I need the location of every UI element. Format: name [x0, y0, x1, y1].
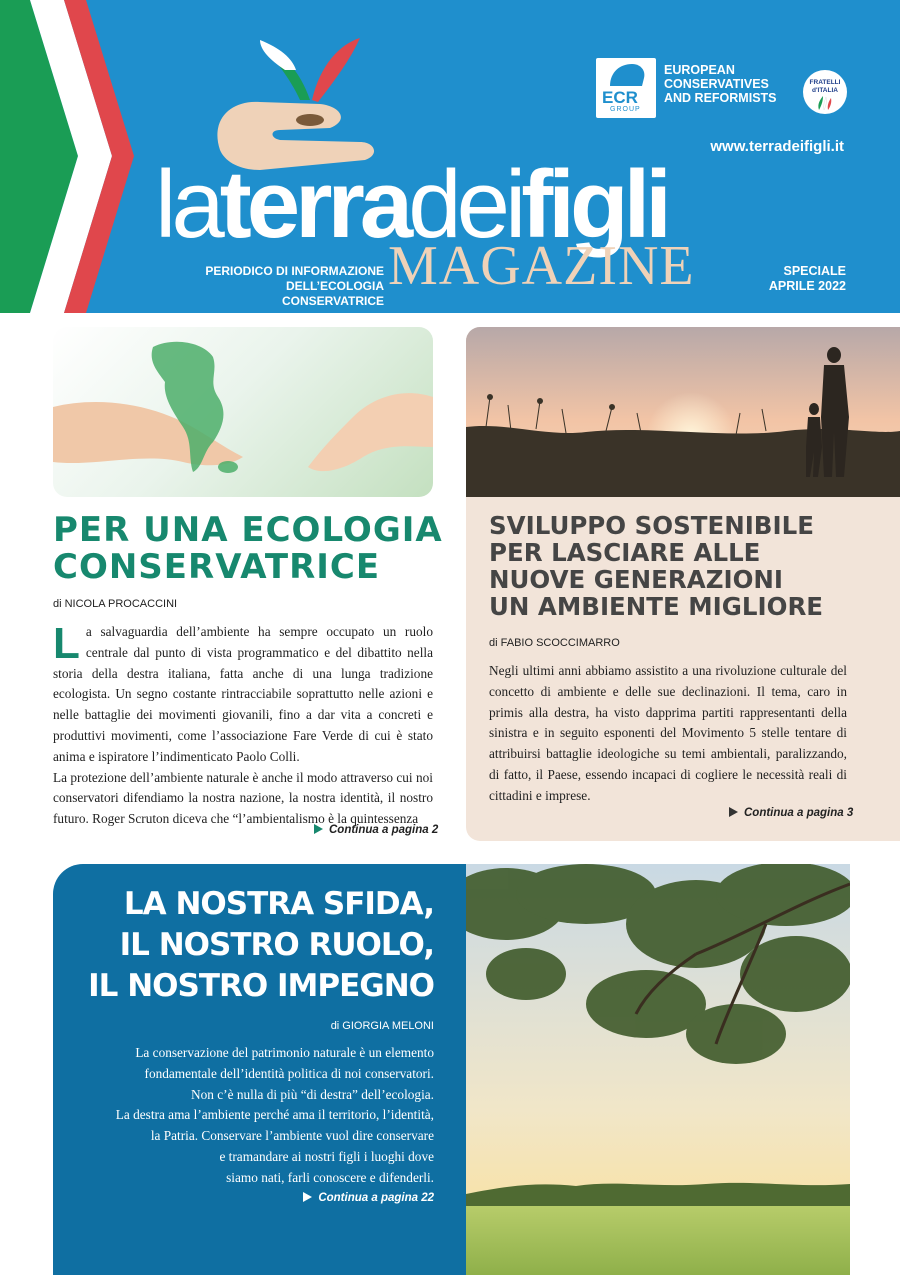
play-triangle-icon: [729, 807, 738, 817]
play-triangle-icon: [314, 824, 323, 834]
article2-headline: SVILUPPO SOSTENIBILE PER LASCIARE ALLE NUOVE GENERAZIONI UN AMBIENTE MIGLIORE: [489, 511, 824, 621]
article2-byline: di FABIO SCOCCIMARRO: [489, 637, 620, 649]
ecr-logo-text: ECR: [602, 88, 638, 107]
article1-continue-link[interactable]: Continua a pagina 2: [314, 824, 438, 836]
ecr-group-logo: [596, 58, 656, 118]
magazine-word: MAGAZINE: [388, 235, 695, 297]
article1-body: [53, 619, 433, 830]
article3-body: La conservazione del patrimonio naturale è un elemento fondamentale dell’identità politica di noi conservatori. Non c’è nulla di più “di destra” dell’ecologia. La destra ama l’ambiente perché ama il territorio, l’identità, la Patria. Conservare l’ambiente vuol dire conservare e tramandare ai nostri figli i luoghi dove siamo nati, farli conoscere e difenderli.: [115, 1045, 434, 1185]
article1-byline: di NICOLA PROCACCINI: [53, 598, 178, 610]
article1-headline: PER UNA ECOLOGIA CONSERVATRICE: [53, 510, 443, 587]
ecr-group-name: EUROPEAN CONSERVATIVES AND REFORMISTS: [664, 63, 777, 105]
periodico-subtitle: PERIODICO DI INFORMAZIONE DELL’ECOLOGIA CONSERVATRICE: [205, 264, 384, 308]
article1-paragraph-1: La salvaguardia dell’ambiente ha sempre occupato un ruolo centrale dal punto di vista programmatico e del dibattito nella storia della destra italiana, fatta anche di una lunga tradizione ecologista. Un segno costante rintracciabile soprattutto nelle azioni e nelle battaglie dei movimenti giovanili, fino a dar vita a concreti e produttivi movimenti, come l’associazione Fare Verde di cui è stato anima e ispiratore l’indimenticato Paolo Colli.: [53, 619, 433, 764]
issue-date: SPECIALE APRILE 2022: [768, 264, 846, 293]
play-triangle-icon: [303, 1192, 312, 1202]
article3-image-tree-meadow: [466, 864, 850, 1275]
italian-flag-chevron-icon: [0, 0, 140, 313]
tricolor-flame-icon: [815, 96, 835, 110]
article2-image-sunset-family: [466, 327, 900, 497]
ecr-lion-icon: [596, 58, 656, 88]
article3-continue-link[interactable]: Continua a pagina 22: [234, 1192, 434, 1204]
masthead-header: [0, 0, 900, 313]
article1-dropcap: L: [53, 619, 80, 668]
article1-image-hands-italy: [53, 327, 433, 497]
article2-continue-link[interactable]: Continua a pagina 3: [729, 807, 853, 819]
ecr-logo-sub: GROUP: [610, 106, 641, 113]
article3-byline: di GIORGIA MELONI: [330, 1020, 434, 1032]
fratelli-ditalia-logo: FRATELLI d'ITALIA: [803, 70, 847, 114]
article3-headline: LA NOSTRA SFIDA, IL NOSTRO RUOLO, IL NOSTRO IMPEGNO: [88, 886, 434, 1004]
article2-body: Negli ultimi anni abbiamo assistito a una rivoluzione culturale del concetto di ambiente e delle sue declinazioni. Il tema, caro in primis alla destra, ha visto dapprima partiti rappresentanti della sinistra e in seguito esponenti del Movimento 5 stelle tentare di attribuirsi battaglie ideologiche su temi ambientali, paralizzando, di fatto, il Paese, essendo incapaci di cogliere le necessità reali di cittadini e imprese.: [489, 663, 847, 803]
website-url: www.terradeifigli.it: [710, 138, 844, 155]
masthead-title: laterradeifigli: [155, 151, 667, 258]
article1-paragraph-2: La protezione dell’ambiente naturale è anche il modo attraverso cui noi conservatori difendiamo la nostra nazione, la nostra identità, il nostro futuro. Roger Scruton diceva che “l’ambientalismo è la quintessenza: [53, 769, 433, 827]
